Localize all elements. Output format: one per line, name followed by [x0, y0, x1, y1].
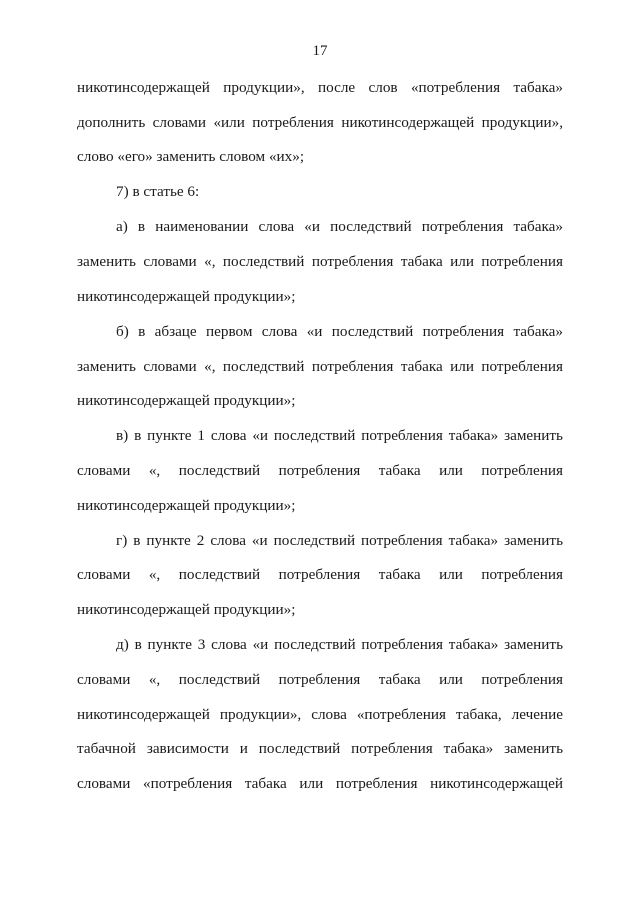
text-line: словами «, последствий потребления табака или потребления — [77, 462, 563, 479]
text-line: г) в пункте 2 слова «и последствий потребления табака» заменить — [116, 532, 563, 549]
text-line: заменить словами «, последствий потребления табака или потребления — [77, 253, 563, 270]
text-line: слово «его» заменить словом «их»; — [77, 148, 305, 165]
text-line: д) в пункте 3 слова «и последствий потребления табака» заменить — [116, 636, 563, 653]
text-line: никотинсодержащей продукции»; — [77, 392, 296, 409]
text-line: в) в пункте 1 слова «и последствий потребления табака» заменить — [116, 427, 563, 444]
text-line: а) в наименовании слова «и последствий потребления табака» — [116, 218, 563, 235]
text-line: никотинсодержащей продукции», после слов «потребления табака» — [77, 79, 563, 96]
text-line: словами «, последствий потребления табака или потребления — [77, 671, 563, 688]
text-line: словами «, последствий потребления табака или потребления — [77, 566, 563, 583]
text-line: никотинсодержащей продукции»; — [77, 288, 296, 305]
text-line: заменить словами «, последствий потребления табака или потребления — [77, 358, 563, 375]
text-line: дополнить словами «или потребления никотинсодержащей продукции», — [77, 114, 563, 131]
text-line: табачной зависимости и последствий потребления табака» заменить — [77, 740, 563, 757]
text-line: никотинсодержащей продукции», слова «потребления табака, лечение — [77, 706, 563, 723]
page-number: 17 — [312, 43, 328, 59]
text-line: словами «потребления табака или потребления никотинсодержащей — [77, 775, 563, 792]
text-line: 7) в статье 6: — [116, 183, 200, 200]
text-line: никотинсодержащей продукции»; — [77, 497, 296, 514]
text-line: никотинсодержащей продукции»; — [77, 601, 296, 618]
text-line: б) в абзаце первом слова «и последствий потребления табака» — [116, 323, 563, 340]
